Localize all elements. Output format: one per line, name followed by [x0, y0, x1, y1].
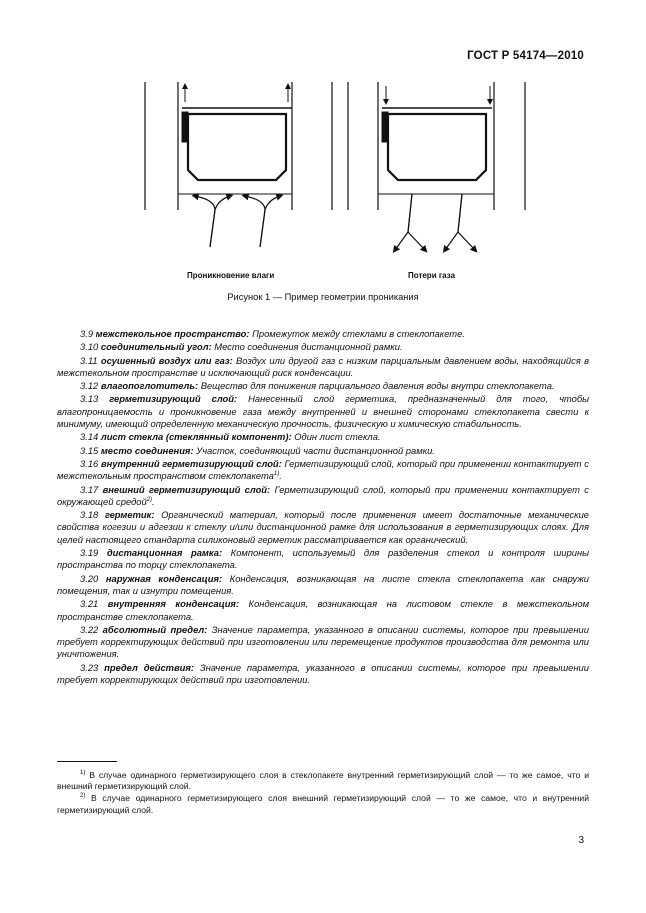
- term-entry: 3.13 герметизирующий слой: Нанесенный слой герметика, предназначенный для того, чтобы влагопроницаемость и проникновение газа между внутренней и внешней сторонами стеклопакета свести к минимуму, имеющий определенную механическую прочность, физическую и химическую стабильность.: [57, 393, 590, 430]
- term-entry: 3.12 влагопоглотитель: Вещество для понижения парциального давления воды внутри стеклопакета.: [80, 380, 555, 392]
- footnote-ref: 2): [146, 496, 153, 503]
- page-number: 3: [578, 835, 584, 846]
- term-entry: 3.16 внутренний герметизирующий слой: Герметизирующий слой, который при применении контактирует с межстекольным пространством стеклопакета$^{1)}$.: [57, 457, 589, 482]
- term-entry: 3.18 герметик: Органический материал, который после применения имеет достаточные механические свойства когезии и адгезии к стеклу и/или дистанционной рамке для использования в герметизирующих слоях. Для целей настоящего стандарта силиконовый герметик рассматривается как органический.: [57, 509, 590, 545]
- term-entry: 3.17 внешний герметизирующий слой: Герметизирующий слой, который при применении контактирует с окружающей средой$^{2)}$.: [57, 483, 589, 507]
- term-entry: 3.14 лист стекла (стеклянный компонент): Один лист стекла.: [80, 431, 381, 443]
- footnote-divider: [57, 761, 117, 762]
- permeation-diagram: [120, 82, 560, 282]
- footnote: $^{1)}$ В случае одинарного герметизирующего слоя в стеклопакете внутренний герметизирующий слой — то же самое, что и внешний герметизирующий слой.: [57, 770, 589, 792]
- footnotes: [57, 770, 589, 817]
- footnote-ref: 1): [273, 471, 280, 478]
- term-entry: 3.15 место соединения: Участок, соединяющий части дистанционной рамки.: [80, 444, 435, 456]
- term-entry: 3.20 наружная конденсация: Конденсация, возникающая на листе стекла стеклопакета как снаружи помещения, так и изнутри помещения.: [57, 572, 590, 596]
- caption-gas-loss: Потери газа: [408, 271, 456, 280]
- figure-title: Рисунок 1 — Пример геометрии проникания: [227, 292, 419, 302]
- footnote: $^{2)}$ В случае одинарного герметизирующего слоя внешний герметизирующий слой — то же самое, что и внутренний герметизирующий слой.: [57, 793, 589, 815]
- gas-loss-panel: [348, 82, 525, 250]
- terms-list: [57, 328, 589, 687]
- document-number: ГОСТ Р 54174—2010: [467, 50, 584, 62]
- caption-moisture-penetration: Проникновение влаги: [187, 271, 275, 280]
- term-entry: 3.22 абсолютный предел: Значение параметра, указанного в описании системы, которое при превышении требует корректирующих действий при изготовлении или перемещение продуктов производства для ремонта или уничтожения.: [57, 623, 589, 660]
- term-entry: 3.19 дистанционная рамка: Компонент, используемый для разделения стекол и контроля ширины пространства по торцу стеклопакета.: [57, 547, 589, 571]
- permeation-figure: [120, 82, 560, 282]
- term-entry: 3.11 осушенный воздух или газ: Воздух или другой газ с низким парциальным давлением воды, находящийся в межстекольном пространстве и исключающий риск конденсации.: [57, 354, 589, 378]
- term-entry: 3.9 межстекольное пространство: Промежуток между стеклами в стеклопакете.: [80, 328, 465, 339]
- term-entry: 3.21 внутренняя конденсация: Конденсация, возникающая на листовом стекле в межстекольном пространстве стеклопакета.: [57, 598, 589, 622]
- moisture-penetration-panel: [145, 82, 332, 247]
- term-entry: 3.23 предел действия: Значение параметра, указанного в описании системы, которое при превышении требует корректирующих действий при изготовлении.: [57, 661, 589, 686]
- term-entry: 3.10 соединительный угол: Место соединения дистанционной рамки.: [80, 341, 403, 353]
